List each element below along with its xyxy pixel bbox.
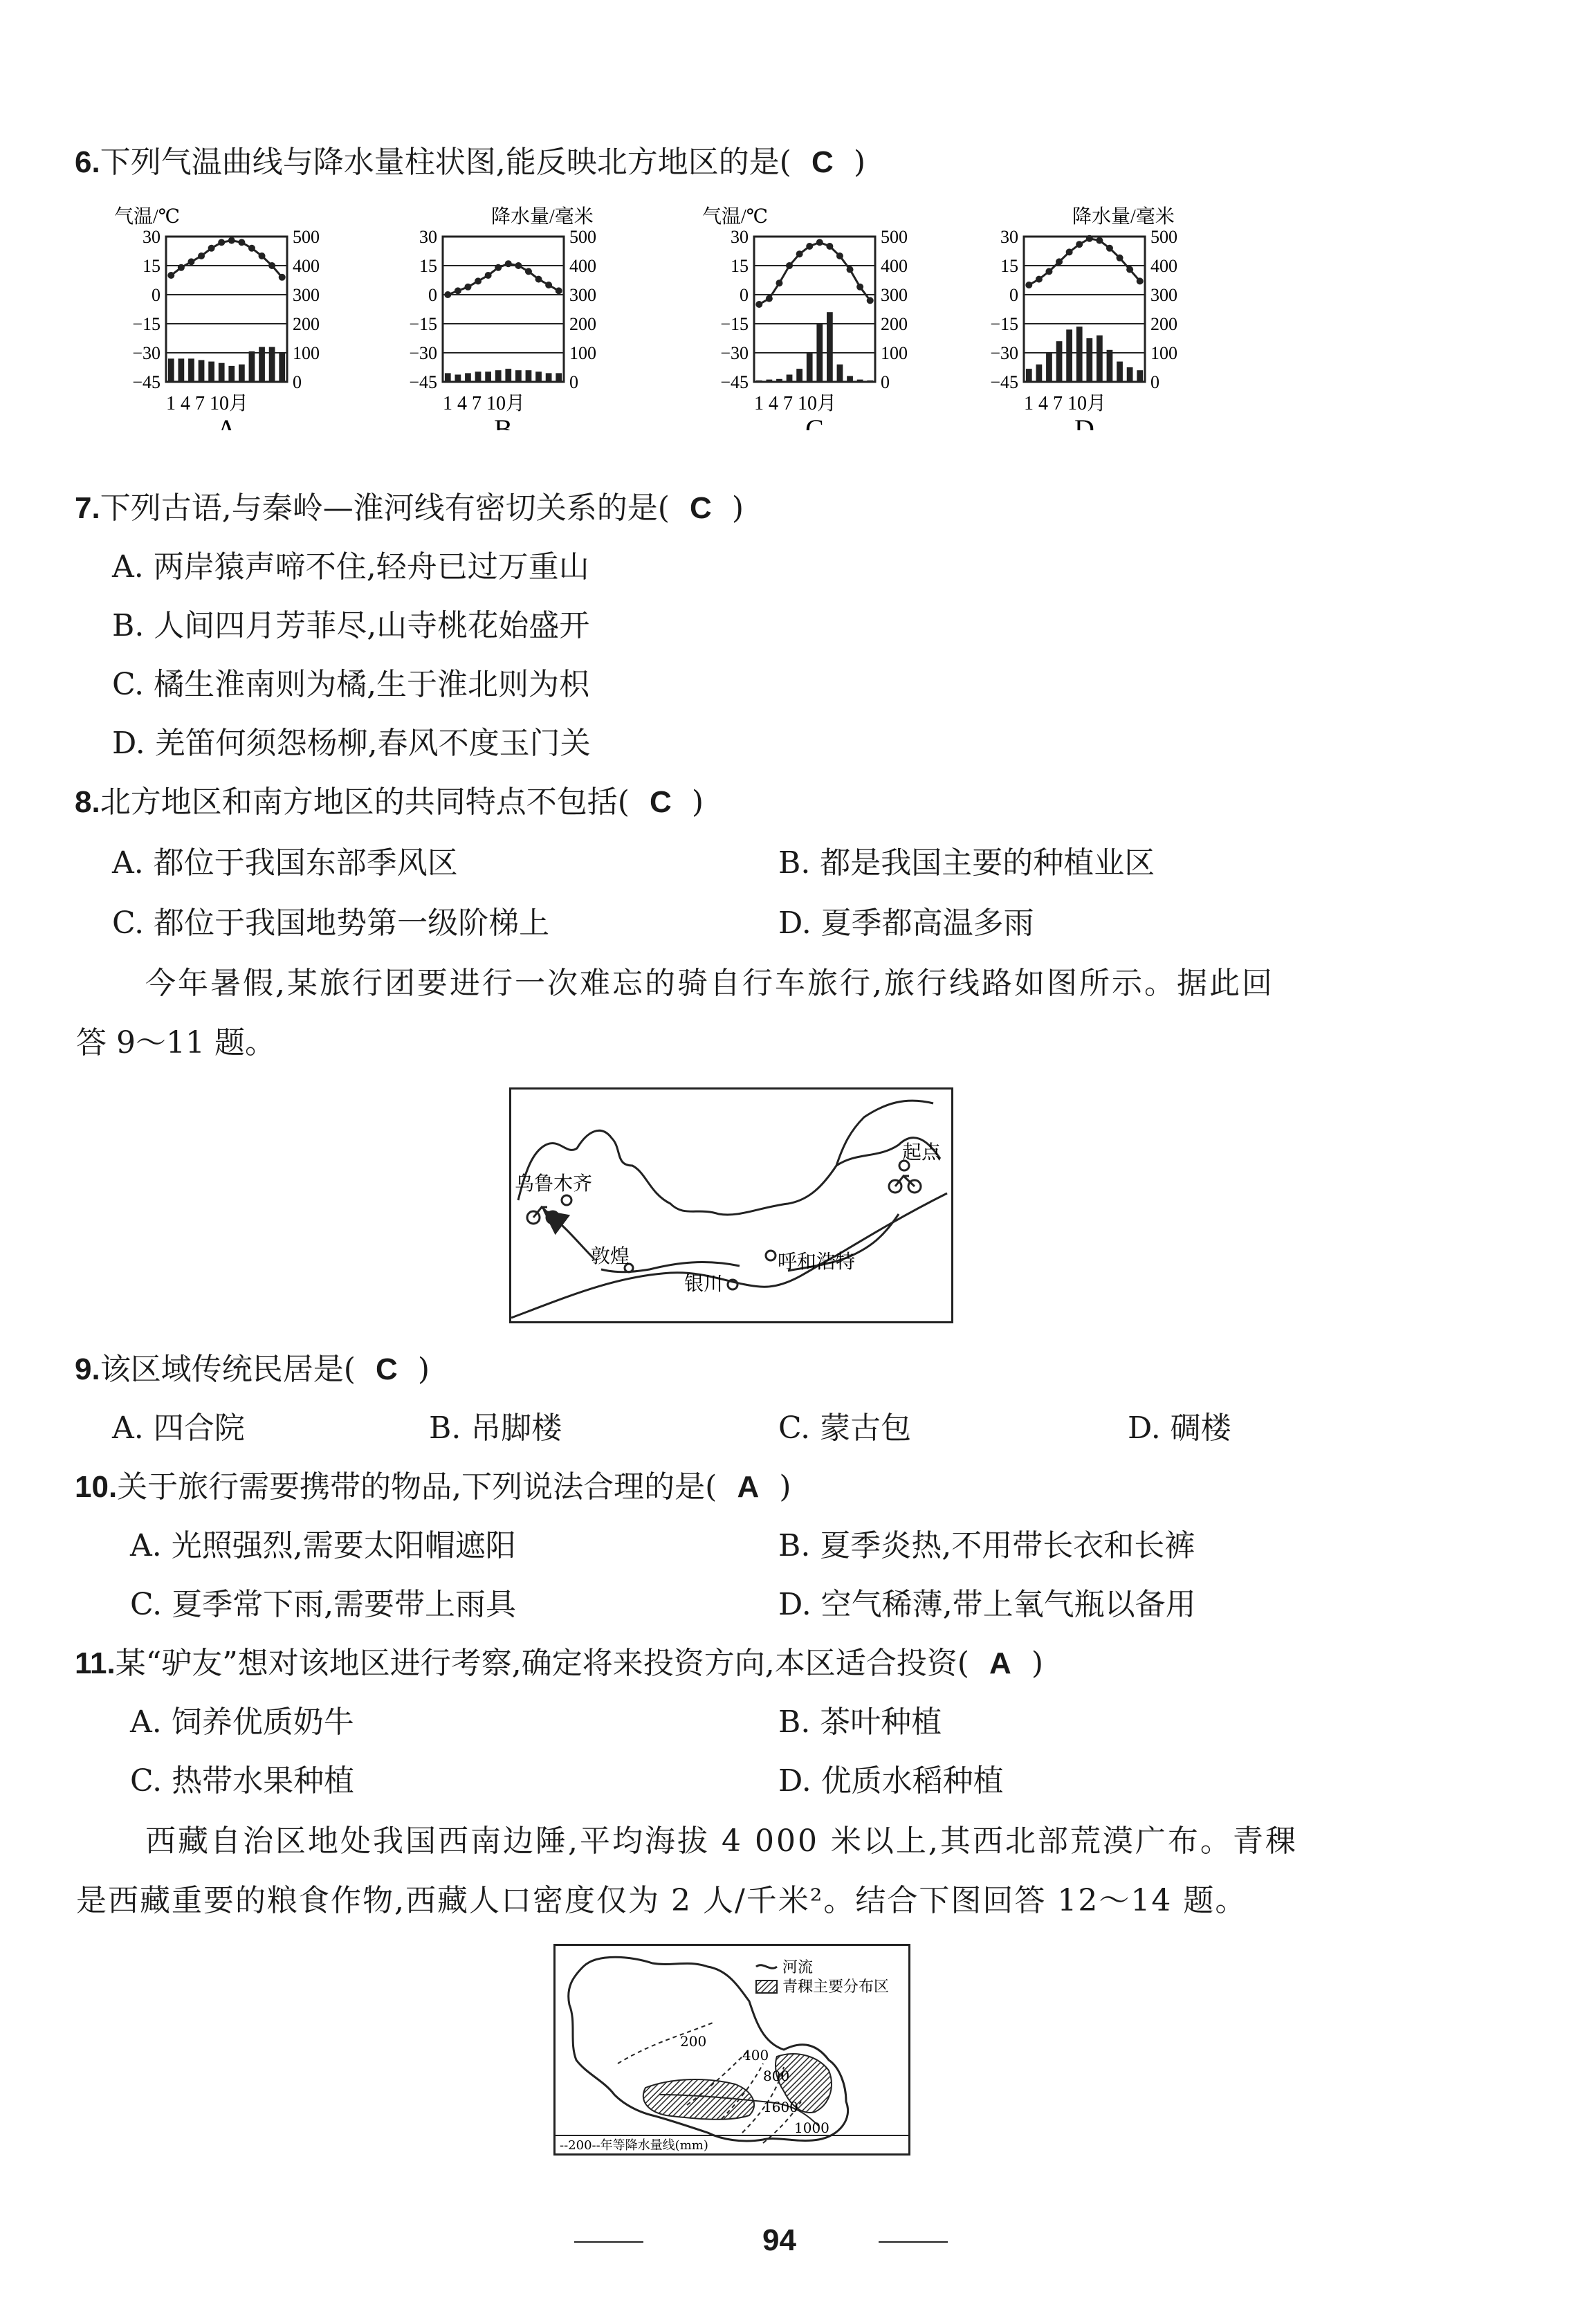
precip-bar [199, 360, 205, 383]
isohyet-1600-label: 1600 [763, 2099, 798, 2115]
q8-text: 北方地区和南方地区的共同特点不包括( [100, 784, 630, 820]
legend-river: 河流 [782, 1959, 814, 1976]
q9-stem [75, 1349, 430, 1390]
temp-tick-label: 15 [1000, 256, 1018, 276]
chart-svg [387, 202, 616, 430]
precip-bar [816, 324, 823, 382]
chart-letter: B [494, 414, 513, 430]
chart-letter: A [217, 414, 237, 430]
start-label: 起点 [902, 1141, 942, 1164]
precip-bar [857, 380, 863, 382]
q11-option-c: C. 热带水果种植 [130, 1763, 355, 1799]
q8-stem [75, 782, 704, 823]
yinchuan-label: 银川 [684, 1272, 724, 1295]
precip-tick-label: 400 [569, 256, 596, 276]
route-segment [553, 1217, 594, 1259]
temp-tick-label: −45 [990, 372, 1018, 392]
month-axis-label: 1 4 7 10月 [1024, 393, 1107, 414]
temp-tick-label: −30 [132, 343, 160, 363]
precip-bar [505, 369, 511, 382]
precip-tick-label: 300 [881, 285, 908, 305]
temperature-point [167, 272, 174, 279]
axis-title: 气温/℃ [702, 206, 769, 228]
precip-bar [1127, 367, 1133, 382]
isohyet-1000-label: 1000 [794, 2120, 829, 2136]
temperature-point [455, 287, 461, 294]
hohhot-marker [766, 1251, 776, 1260]
temperature-point [1126, 266, 1133, 273]
precip-tick-label: 400 [881, 256, 908, 276]
q10-option-a: A. 光照强烈,需要太阳帽遮阳 [130, 1528, 516, 1563]
hohhot-label: 呼和浩特 [778, 1250, 856, 1273]
temperature-point [796, 250, 803, 257]
precip-tick-label: 0 [569, 372, 578, 392]
temperature-point [556, 287, 562, 294]
temperature-point [238, 239, 245, 246]
temp-tick-label: 30 [731, 227, 749, 247]
temperature-line [448, 264, 558, 295]
precip-tick-label: 0 [881, 372, 890, 392]
month-axis-label: 1 4 7 10月 [754, 393, 837, 414]
precip-bar [445, 373, 451, 382]
temperature-point [766, 295, 773, 302]
temperature-point [1117, 255, 1123, 261]
temperature-point [786, 262, 793, 269]
temperature-point [755, 301, 762, 308]
precip-bar [556, 373, 562, 382]
temperature-point [776, 279, 782, 286]
temperature-line [171, 241, 282, 277]
precip-tick-label: 400 [293, 256, 320, 276]
temp-tick-label: 30 [1000, 227, 1018, 247]
q9-option-b: B. 吊脚楼 [429, 1410, 562, 1446]
route-map [509, 1087, 953, 1323]
intro1-line1: 今年暑假,某旅行团要进行一次难忘的骑自行车旅行,旅行线路如图所示。据此回 [145, 966, 1274, 1001]
precip-tick-label: 200 [569, 314, 596, 334]
q7-stem [75, 488, 744, 529]
axis-title: 降水量/毫米 [491, 206, 594, 228]
q7-text: 下列古语,与秦岭—淮河线有密切关系的是( [100, 490, 670, 526]
precip-tick-label: 500 [881, 227, 908, 247]
precip-tick-label: 100 [569, 343, 596, 363]
temp-tick-label: 0 [428, 285, 437, 305]
precip-bar [1026, 369, 1032, 382]
chart-svg [699, 202, 927, 430]
q8-option-a: A. 都位于我国东部季风区 [112, 845, 458, 881]
q11-stem [75, 1643, 1043, 1684]
precip-bar [535, 371, 542, 382]
precip-bar [495, 370, 502, 382]
climate-chart-d [969, 202, 1197, 430]
precip-bar [787, 375, 793, 383]
precip-bar [188, 358, 194, 382]
temperature-point [268, 262, 275, 269]
q10-text: 关于旅行需要携带的物品,下列说法合理的是( [117, 1469, 717, 1505]
precip-bar [178, 358, 185, 382]
temp-tick-label: 0 [740, 285, 749, 305]
temp-tick-label: −15 [409, 314, 437, 334]
q7-option-c: C. 橘生淮南则为橘,生于淮北则为枳 [112, 667, 590, 702]
chart-letter: D [1074, 414, 1094, 430]
precip-bar [827, 312, 833, 382]
q7-option-b: B. 人间四月芳菲尽,山寺桃花始盛开 [112, 608, 590, 643]
q10-option-c: C. 夏季常下雨,需要带上雨具 [130, 1587, 517, 1622]
temp-tick-label: −15 [720, 314, 749, 334]
temperature-point [816, 239, 823, 246]
climate-chart-c [699, 202, 927, 430]
precip-bar [1107, 350, 1113, 382]
temp-tick-label: −30 [990, 343, 1018, 363]
precip-bar [515, 370, 522, 382]
q7-close: ) [731, 490, 744, 526]
temperature-point [1025, 282, 1032, 288]
q11-number: 11. [75, 1646, 116, 1680]
temp-tick-label: 0 [152, 285, 160, 305]
temperature-point [806, 243, 813, 250]
temperature-point [495, 264, 502, 271]
precip-bar [1117, 362, 1123, 382]
intro2-line1: 西藏自治区地处我国西南边陲,平均海拔 4 000 米以上,其西北部荒漠广布。青稞 [145, 1823, 1298, 1859]
precip-tick-label: 300 [569, 285, 596, 305]
precip-tick-label: 300 [1150, 285, 1177, 305]
bicycle-icon [527, 1207, 559, 1224]
temperature-point [535, 276, 542, 283]
q9-answer: C [375, 1352, 398, 1386]
temperature-point [1096, 237, 1103, 244]
temperature-point [867, 297, 874, 304]
q6-stem [75, 142, 865, 183]
q6-text: 下列气温曲线与降水量柱状图,能反映北方地区的是( [100, 145, 791, 180]
temperature-point [505, 260, 512, 267]
urumqi-marker [562, 1195, 571, 1205]
axis-title: 降水量/毫米 [1072, 206, 1175, 228]
q10-answer: A [737, 1470, 760, 1504]
climate-chart-a [111, 202, 339, 430]
legend-isohyet: --200--年等降水量线(mm) [560, 2138, 708, 2153]
precip-tick-label: 100 [293, 343, 320, 363]
temp-tick-label: −30 [409, 343, 437, 363]
temp-tick-label: 15 [419, 256, 437, 276]
page-rule-left [574, 2241, 643, 2243]
q11-close: ) [1031, 1646, 1044, 1681]
precip-bar [867, 380, 873, 382]
intro2-line2: 是西藏重要的粮食作物,西藏人口密度仅为 2 人/千米²。结合下图回答 12～14 题。 [76, 1883, 1247, 1918]
temp-tick-label: 15 [143, 256, 160, 276]
temp-tick-label: −15 [990, 314, 1018, 334]
temperature-point [248, 245, 255, 252]
q10-number: 10. [75, 1470, 118, 1504]
precip-tick-label: 0 [1150, 372, 1159, 392]
q9-text: 该区域传统民居是( [100, 1352, 356, 1387]
precip-tick-label: 0 [293, 372, 302, 392]
south-boundary [511, 1193, 947, 1318]
temperature-point [208, 245, 215, 252]
q10-option-d: D. 空气稀薄,带上氧气瓶以备用 [778, 1587, 1196, 1622]
temperature-point [515, 262, 522, 269]
precip-bar [1056, 341, 1063, 382]
route-map-drawing [511, 1090, 951, 1321]
temperature-point [279, 274, 286, 281]
temp-tick-label: 30 [419, 227, 437, 247]
precip-tick-label: 200 [293, 314, 320, 334]
temperature-point [545, 282, 552, 288]
precip-bar [546, 373, 552, 382]
isohyet-200-label: 200 [680, 2033, 707, 2050]
plot-frame [754, 237, 875, 382]
bicycle-icon [889, 1176, 921, 1193]
precip-bar [1097, 336, 1103, 382]
precip-bar [756, 380, 762, 382]
precip-bar [807, 353, 813, 382]
precip-tick-label: 500 [1150, 227, 1177, 247]
temperature-point [1066, 248, 1073, 255]
q8-option-c: C. 都位于我国地势第一级阶梯上 [112, 906, 550, 941]
temperature-point [1076, 241, 1083, 248]
axis-title: 气温/℃ [114, 206, 181, 228]
precip-bar [526, 370, 532, 382]
temperature-point [1106, 245, 1113, 252]
q9-number: 9. [75, 1352, 100, 1386]
month-axis-label: 1 4 7 10月 [443, 393, 526, 414]
q6-close: ) [853, 145, 866, 180]
temperature-point [228, 237, 235, 244]
chart-letter: C [805, 414, 824, 430]
temperature-point [218, 239, 225, 246]
tibet-map-drawing [556, 1946, 908, 2153]
q11-option-b: B. 茶叶种植 [778, 1704, 942, 1740]
temp-tick-label: −45 [409, 372, 437, 392]
plot-frame [443, 237, 564, 382]
precip-bar [259, 347, 265, 382]
temp-tick-label: −15 [132, 314, 160, 334]
intro1-line2: 答 9～11 题。 [76, 1025, 275, 1060]
precip-bar [208, 362, 214, 382]
precip-tick-label: 300 [293, 285, 320, 305]
precip-bar [776, 379, 782, 382]
temperature-point [826, 243, 833, 250]
precip-bar [1046, 353, 1052, 382]
temp-tick-label: −45 [132, 372, 160, 392]
precip-bar [1076, 327, 1083, 382]
temperature-point [444, 291, 451, 298]
isohyet-400-label: 400 [742, 2047, 769, 2064]
precip-bar [168, 358, 174, 382]
temperature-point [856, 284, 863, 291]
q9-close: ) [417, 1352, 430, 1387]
q10-option-b: B. 夏季炎热,不用带长衣和长裤 [778, 1528, 1195, 1563]
q6-number: 6. [75, 145, 100, 179]
precip-tick-label: 100 [881, 343, 908, 363]
precip-bar [837, 365, 843, 382]
precip-bar [1036, 365, 1043, 382]
temperature-point [1086, 235, 1093, 242]
temperature-point [836, 252, 843, 259]
q7-option-d: D. 羌笛何须怨杨柳,春风不度玉门关 [112, 726, 591, 761]
q8-option-d: D. 夏季都高温多雨 [778, 906, 1034, 941]
precip-tick-label: 100 [1150, 343, 1177, 363]
temp-tick-label: −45 [720, 372, 749, 392]
precip-bar [796, 369, 802, 382]
temperature-point [1045, 268, 1052, 275]
temperature-point [1036, 276, 1043, 283]
q7-number: 7. [75, 491, 100, 525]
temperature-point [259, 252, 266, 259]
map-legend [756, 1959, 889, 1996]
q7-answer: C [689, 491, 712, 525]
tibet-map [553, 1944, 910, 2156]
precip-bar [485, 371, 491, 382]
temp-tick-label: 0 [1009, 285, 1018, 305]
temp-tick-label: 15 [731, 256, 749, 276]
precip-bar [455, 375, 461, 383]
chart-svg [111, 202, 339, 430]
temperature-point [198, 252, 205, 259]
temperature-point [178, 264, 185, 271]
precip-bar [249, 351, 255, 382]
precip-bar [1066, 329, 1072, 382]
precip-bar [219, 363, 225, 382]
temp-tick-label: −30 [720, 343, 749, 363]
precip-bar [847, 376, 853, 382]
precip-bar [239, 365, 245, 382]
q10-stem [75, 1467, 791, 1508]
legend-barley: 青稞主要分布区 [782, 1978, 890, 1996]
river-legend-icon [756, 1965, 777, 1969]
q9-option-d: D. 碉楼 [1128, 1410, 1231, 1446]
q8-answer: C [649, 785, 672, 819]
precip-bar [465, 373, 471, 382]
temperature-point [525, 268, 532, 275]
precip-bar [1137, 370, 1143, 382]
precip-tick-label: 200 [1150, 314, 1177, 334]
temperature-point [847, 266, 854, 273]
q8-number: 8. [75, 785, 100, 819]
precip-bar [228, 366, 235, 382]
q10-close: ) [779, 1469, 791, 1505]
precip-tick-label: 500 [293, 227, 320, 247]
temperature-point [1137, 277, 1144, 284]
barley-legend-icon [756, 1980, 777, 1993]
temp-tick-label: 30 [143, 227, 160, 247]
temperature-point [464, 284, 471, 291]
precip-bar [767, 380, 773, 382]
month-axis-label: 1 4 7 10月 [166, 393, 249, 414]
q9-option-c: C. 蒙古包 [778, 1410, 912, 1446]
temperature-line [1029, 239, 1139, 285]
q7-option-a: A. 两岸猿声啼不住,轻舟已过万重山 [112, 549, 589, 585]
isohyet-800-label: 800 [763, 2068, 790, 2084]
q6-answer: C [811, 145, 834, 179]
precip-bar [1086, 338, 1092, 382]
precip-tick-label: 500 [569, 227, 596, 247]
q9-option-a: A. 四合院 [112, 1410, 245, 1446]
temperature-point [475, 277, 481, 284]
q11-option-d: D. 优质水稻种植 [778, 1763, 1004, 1799]
temperature-point [187, 258, 194, 265]
dunhuang-label: 敦煌 [591, 1244, 630, 1267]
precip-bar [475, 371, 481, 382]
chart-svg [969, 202, 1197, 430]
page-number: 94 [762, 2223, 796, 2257]
q11-text: 某“驴友”想对该地区进行考察,确定将来投资方向,本区适合投资( [115, 1646, 969, 1681]
precip-bar [279, 353, 285, 382]
q11-answer: A [989, 1646, 1011, 1680]
plot-frame [1024, 237, 1145, 382]
climate-chart-b [387, 202, 616, 430]
temperature-point [485, 272, 492, 279]
border-line [518, 1101, 933, 1215]
q8-option-b: B. 都是我国主要的种植业区 [778, 845, 1155, 881]
page-rule-right [879, 2241, 948, 2243]
urumqi-label: 乌鲁木齐 [515, 1172, 593, 1195]
precip-tick-label: 400 [1150, 256, 1177, 276]
precip-tick-label: 200 [881, 314, 908, 334]
precip-bar [269, 347, 275, 382]
temperature-point [1056, 258, 1063, 265]
q8-close: ) [691, 784, 704, 820]
q11-option-a: A. 饲养优质奶牛 [130, 1704, 354, 1740]
